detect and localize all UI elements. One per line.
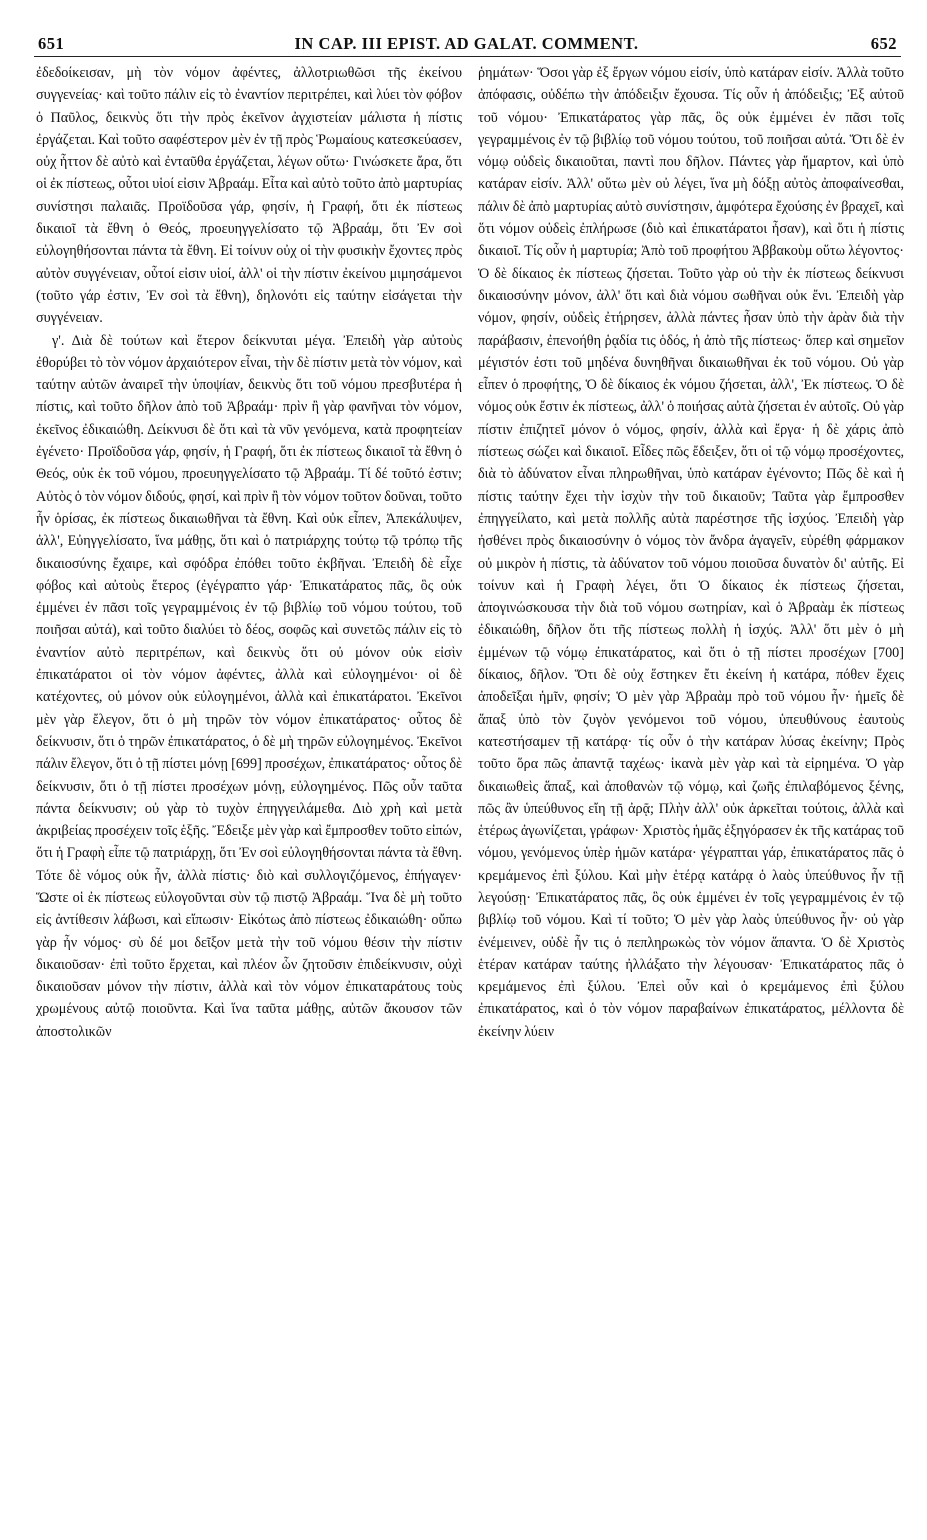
right-paragraph-1: ῥημάτων· Ὅσοι γὰρ ἐξ ἔργων νόμου εἰσίν, ὑπὸ κατάραν εἰσίν. Ἀλλὰ τοῦτο ἀπόφασις, οὐδέπω τὴν ἀπόδειξιν ἔχουσα. Τίς οὖν ἡ ἀπόδειξις; Ἐξ αὐτοῦ τοῦ νόμου· Ἐπικατάρατος γὰρ πᾶς, ὃς οὐκ ἐμμένει ἐν πᾶσι τοῖς γεγραμμένοις ἐν τῷ βιβλίῳ τοῦ νόμου τούτου, τοῦ ποιῆσαι αὐτά. Ὅτι δὲ ἐν νόμῳ οὐδεὶς δικαιοῦται, παντὶ που δῆλον. Πάντες γὰρ ἥμαρτον, καὶ ὑπὸ κατάραν εἰσίν. Ἀλλ' οὕτω μὲν οὐ λέγει, ἵνα μὴ δόξῃ αὐτὸς ἀποφαίνεσθαι, πάλιν δὲ ἀπὸ μαρτυρίας αὐτὸ συνίστησιν, ἀμφότερα ἔχούσης ἐν βραχεῖ, καὶ ὅτι νόμον οὐδεὶς ἐπλήρωσε (διὸ καὶ ἐπικατάρατοι ἦσαν), καὶ ὅτι ἡ πίστις δικαιοῖ. Τίς οὖν ἡ μαρτυρία; Ἀπὸ τοῦ προφήτου Ἀββακοὺμ οὕτω λέγοντος· Ὁ δὲ δίκαιος ἐκ πίστεως ζήσεται. Τοῦτο γὰρ οὐ τὴν ἐκ πίστεως δείκνυσι δικαιοσύνην μόνον, ἀλλ' ὅτι καὶ διὰ νόμου σωθῆναι οὐκ ἔνι. Ἐπειδὴ γὰρ νόμον, φησίν, οὐδεὶς ἐτήρησεν, ἀλλὰ πάντες ἦσαν ὑπὸ τὴν ἀρὰν διὰ τὴν παράβασιν, ἐπενοήθη ῥᾳδία τις ὁδός, ἡ ἀπὸ τῆς πίστεως· ὅπερ καὶ σημεῖον μέγιστόν ἐστι τοῦ μηδένα δυνηθῆναι δικαιωθῆναι ἐκ τοῦ νόμου. Οὐ γὰρ εἶπεν ὁ προφήτης, Ὁ δὲ δίκαιος ἐκ νόμου ζήσεται, ἀλλ', Ἐκ πίστεως. Ὁ δὲ νόμος οὐκ ἔστιν ἐκ πίστεως, ἀλλ' ὁ ποιήσας αὐτὰ ζήσεται ἐν αὐτοῖς. Οὐ γὰρ πίστιν ἐπιζητεῖ μόνον ὁ νόμος, φησίν, ἀλλὰ καὶ ἔργα· ἡ δὲ χάρις ἀπὸ πίστεως σώζει καὶ δικαιοῖ. Εἶδες πῶς ἔδειξεν, ὅτι οἱ τῷ νόμῳ προσέχοντες, διὰ τὸ ἀδύνατον εἶναι πληρωθῆναι, ὑπὸ κατάραν ἐγένοντο; Πῶς δὲ καὶ ἡ πίστις ταύτην ἔχει τὴν ἰσχὺν τὴν τοῦ δικαιοῦν; Ταῦτα γὰρ ἔμπροσθεν ἐπηγγείλατο, καὶ μετὰ πολλῆς αὐτὰ παρέστησε τῆς ἰσχύος. Ἐπειδὴ γὰρ ἠσθένει πρὸς δικαιοσύνην ὁ νόμος τὸν ἄνδρα ἀγαγεῖν, εὑρέθη φάρμακον οὐ μικρὸν ἡ πίστις, τὰ ἀδύνατον τοῦ νόμου ποιοῦσα δυνατὸν δι' αὐτῆς. Εἰ τοίνυν καὶ ἡ Γραφὴ λέγει, ὅτι Ὁ δίκαιος ἐκ πίστεως ζήσεται, ἀπογινώσκουσα τὴν διὰ τοῦ νόμου σωτηρίαν, καὶ ὁ Ἀβραὰμ ἐκ πίστεως ἐδικαιώθη, δῆλον ὅτι τῆς πίστεως πολλὴ ἡ ἰσχύς. Ἀλλ' ὅτι μὲν ὁ μὴ ἐμμένων τῷ νόμῳ ἐπικατάρατος, καὶ ὅτι ὁ τῇ πίστει προσέχων [700] δίκαιος, δῆλον. Ὅτι δὲ οὐχ ἕστηκεν ἔτι ἐκείνη ἡ κατάρα, πόθεν ἔχεις ἀποδεῖξαι ἡμῖν, φησίν; Ὁ μὲν γὰρ Ἀβραὰμ πρὸ τοῦ νόμου ἦν· ἡμεῖς δὲ ἅπαξ ὑπὸ τὸν ζυγὸν γενόμενοι τοῦ νόμου, ὑπευθύνους ἑαυτοὺς κατεστήσαμεν τῇ κατάρᾳ· τίς οὖν ὁ τὴν κατάραν λύσας ἐκείνην; Πρὸς τοῦτο ὅρα πῶς ἀπαντᾷ ταχέως· ἱκανὰ μὲν γὰρ καὶ τὰ εἰρημένα. Ὁ γὰρ δικαιωθεὶς ἅπαξ, καὶ ἀποθανὼν τῷ νόμῳ, καὶ ζωῆς ἐπιλαβόμενος ξένης, πῶς ἂν ὑπεύθυνος εἴη τῇ ἀρᾷ; Πλὴν ἀλλ' οὐκ ἀρκεῖται τούτοις, ἀλλὰ καὶ ἑτέρως ἀγωνίζεται, γράφων· Χριστὸς ἡμᾶς ἐξηγόρασεν ἐκ τῆς κατάρας τοῦ νόμου, γενόμενος ὑπὲρ ἡμῶν κατάρα· γέγραπται γάρ, ἐπικατάρατος πᾶς ὁ κρεμάμενος ἐπὶ ξύλου. Καὶ μὴν ἑτέρᾳ κατάρᾳ ὁ λαὸς ὑπεύθυνος ἦν τῇ λεγούσῃ· Ἐπικατάρατος πᾶς, ὃς οὐκ ἐμμένει ἐν τοῖς γεγραμμένοις ἐν τῷ βιβλίῳ τοῦ νόμου. Καὶ τί τοῦτο; Ὁ μὲν γὰρ λαὸς ὑπεύθυνος ἦν· οὐ γὰρ ἐνέμεινεν, οὐδὲ ἦν τις ὁ πεπληρωκὼς τὸν νόμον ἅπαντα. Ὁ δὲ Χριστὸς ἑτέραν κατάραν ταύτης ἠλλάξατο τὴν λέγουσαν· Ἐπικατάρατος πᾶς ὁ κρεμάμενος ἐπὶ ξύλου. Ἐπεὶ οὖν καὶ ὁ κρεμάμενος ἐπὶ ξύλου ἐπικατάρατος, καὶ ὁ τὸν νόμον παραβαίνων ἐπικατάρατος, μέλλοντα δὲ ἐκείνην λύειν: [478, 65, 904, 1040]
page-number-left: 651: [38, 34, 65, 53]
page-header: [30, 30, 903, 56]
right-column: [478, 62, 904, 1534]
page-number-right: 652: [870, 34, 897, 53]
header-rule: [34, 56, 901, 57]
left-paragraph-1: ἐδεδοίκεισαν, μὴ τὸν νόμον ἀφέντες, ἀλλοτριωθῶσι τῆς ἐκείνου συγγενείας· καὶ τοῦτο πάλιν εἰς τὸ ἐναντίον περιτρέπει, καὶ λύει τὸν φόβον ὁ Παῦλος, δεικνὺς ὅτι τὴν πρὸς ἐκεῖνον ἀγχιστείαν μάλιστα ἡ πίστις ἐργάζεται. Καὶ τοῦτο σαφέστερον μὲν ἐν τῇ πρὸς Ῥωμαίους κατεσκεύασεν, οὐχ ἧττον δὲ αὐτὸ καὶ ἐνταῦθα ἐργάζεται, λέγων οὕτω· Γινώσκετε ἄρα, ὅτι οἱ ἐκ πίστεως, οὗτοι υἱοί εἰσιν Ἀβραάμ. Εἶτα καὶ αὐτὸ τοῦτο ἀπὸ μαρτυρίας συνίστησι παλαιᾶς. Προϊδοῦσα γάρ, φησίν, ἡ Γραφή, ὅτι ἐκ πίστεως δικαιοῖ τὰ ἔθνη ὁ Θεός, προευηγγελίσατο τῷ Ἀβραάμ, ὅτι Ἐν σοὶ εὐλογηθήσονται πάντα τὰ ἔθνη. Εἰ τοίνυν οὐχ οἱ τὴν φυσικὴν ἔχοντες πρὸς αὐτὸν συγγένειαν, οὗτοί εἰσιν υἱοί, ἀλλ' οἱ τὴν πίστιν ἐκείνου μιμησάμενοι (τοῦτο γάρ ἐστιν, Ἐν σοὶ τὰ ἔθνη), δηλονότι εἰς ταύτην εἰσάγεται τὴν συγγένειαν.: [36, 65, 462, 327]
left-paragraph-2: γ'. Διὰ δὲ τούτων καὶ ἕτερον δείκνυται μέγα. Ἐπειδὴ γὰρ αὐτοὺς ἐθορύβει τὸ τὸν νόμον ἀρχαιότερον εἶναι, τὴν δὲ πίστιν μετὰ τὸν νόμον, καὶ ταύτην αὐτῶν ἀναιρεῖ τὴν ὑποψίαν, δεικνὺς ὅτι τοῦ νόμου πρεσβυτέρα ἡ πίστις, καὶ τοῦτο δῆλον ἀπὸ τοῦ Ἀβραάμ· πρὶν ἢ γὰρ φανῆναι τὸν νόμον, ἐκεῖνος ἐδικαιώθη. Δείκνυσι δὲ ὅτι καὶ τὰ νῦν γενόμενα, κατὰ προφητείαν ἐγένετο· Προϊδοῦσα γάρ, φησίν, ἡ Γραφή, ὅτι ἐκ πίστεως δικαιοῖ τὰ ἔθνη ὁ Θεός, οὐκ ἐκ τοῦ νόμου, προευηγγελίσατο τῷ Ἀβραάμ. Τί δέ τοῦτό ἐστιν; Αὐτὸς ὁ τὸν νόμον διδούς, φησί, καὶ πρὶν ἢ τὸν νόμον τοῦτον δοῦναι, τοῦτο ἦν ὁρίσας, ἐκ πίστεως δικαιωθῆναι τὰ ἔθνη. Καὶ οὐκ εἶπεν, Ἀπεκάλυψεν, ἀλλ', Εὐηγγελίσατο, ἵνα μάθῃς, ὅτι καὶ ὁ πατριάρχης τούτῳ τῷ τρόπῳ τῆς δικαιοσύνης ἔχαιρε, καὶ σφόδρα ἐπόθει τοῦτο ἐκβῆναι. Ἐπειδὴ δὲ εἶχε φόβος καὶ αὐτοὺς ἕτερος (ἐγέγραπτο γάρ· Ἐπικατάρατος πᾶς, ὃς οὐκ ἐμμένει ἐν πᾶσι τοῖς γεγραμμένοις ἐν τῷ βιβλίῳ τοῦ νόμου τούτου, τοῦ ποιῆσαι αὐτά), καὶ τοῦτο διαλύει τὸ δέος, σοφῶς καὶ συνετῶς πάλιν εἰς τὸ ἐναντίον αὐτὸ περιτρέπων, καὶ δεικνὺς ὅτι οὐ μόνον οὐκ εἰσὶν ἐπικατάρατοι οἱ τὸν νόμον ἀφέντες, ἀλλὰ καὶ εὐλογημένοι· οἱ δὲ κατέχοντες, οὐ μόνον οὐκ εὐλογημένοι, ἀλλὰ καὶ ἐπικατάρατοι. Ἐκεῖνοι μὲν γὰρ ἔλεγον, ὅτι ὁ μὴ τηρῶν τὸν νόμον ἐπικατάρατος· οὗτος δὲ δείκνυσιν, ὅτι ὁ τηρῶν ἐπικατάρατος, ὁ δὲ μὴ τηρῶν εὐλογημένος. Ἐκεῖνοι πάλιν ἔλεγον, ὅτι ὁ τῇ πίστει μόνῃ [699] προσέχων, ἐπικατάρατος· οὗτος δὲ δείκνυσιν, ὅτι ὁ τῇ πίστει προσέχων μόνῃ, εὐλογημένος. Πῶς οὖν ταῦτα πάντα δείκνυσιν; οὐ γὰρ τὸ τυχὸν ἐπηγγειλάμεθα. Διὸ χρὴ καὶ μετὰ ἀκριβείας προσέχειν τοῖς ἑξῆς. Ἔδειξε μὲν γὰρ καὶ ἔμπροσθεν τοῦτο εἰπών, ὅτι ἡ Γραφὴ εἶπε τῷ πατριάρχῃ, ὅτι Ἐν σοὶ εὐλογηθήσονται πάντα τὰ ἔθνη. Τότε δὲ νόμος οὐκ ἦν, ἀλλὰ πίστις· διὸ καὶ συλλογιζόμενος, ἐπήγαγεν· Ὥστε οἱ ἐκ πίστεως εὐλογοῦνται σὺν τῷ πιστῷ Ἀβραάμ. Ἵνα δὲ μὴ τοῦτο εἰς ἀντίθεσιν λάβωσι, καὶ εἴπωσιν· Εἰκότως ἀπὸ πίστεως ἐδικαιώθη· οὔπω γὰρ ἦν νόμος· σὺ δέ μοι δεῖξον μετὰ τὴν τοῦ νόμου θέσιν τὴν πίστιν δικαιοῦσαν· ἐπὶ τοῦτο ἔρχεται, καὶ πλέον ὧν ζητοῦσιν ἐπιδείκνυσιν, οὐχὶ δικαιοῦσαν μόνον τὴν πίστιν, ἀλλὰ καὶ τὸν νόμον ἐπικαταράτους τοὺς χρωμένους αὐτῷ ποιοῦντα. Καὶ ἵνα ταῦτα μάθῃς, αὐτῶν ἄκουσον τῶν ἀποστολικῶν: [36, 332, 462, 1040]
left-column: [36, 62, 462, 1534]
running-title: IN CAP. III EPIST. AD GALAT. COMMENT.: [294, 34, 639, 53]
